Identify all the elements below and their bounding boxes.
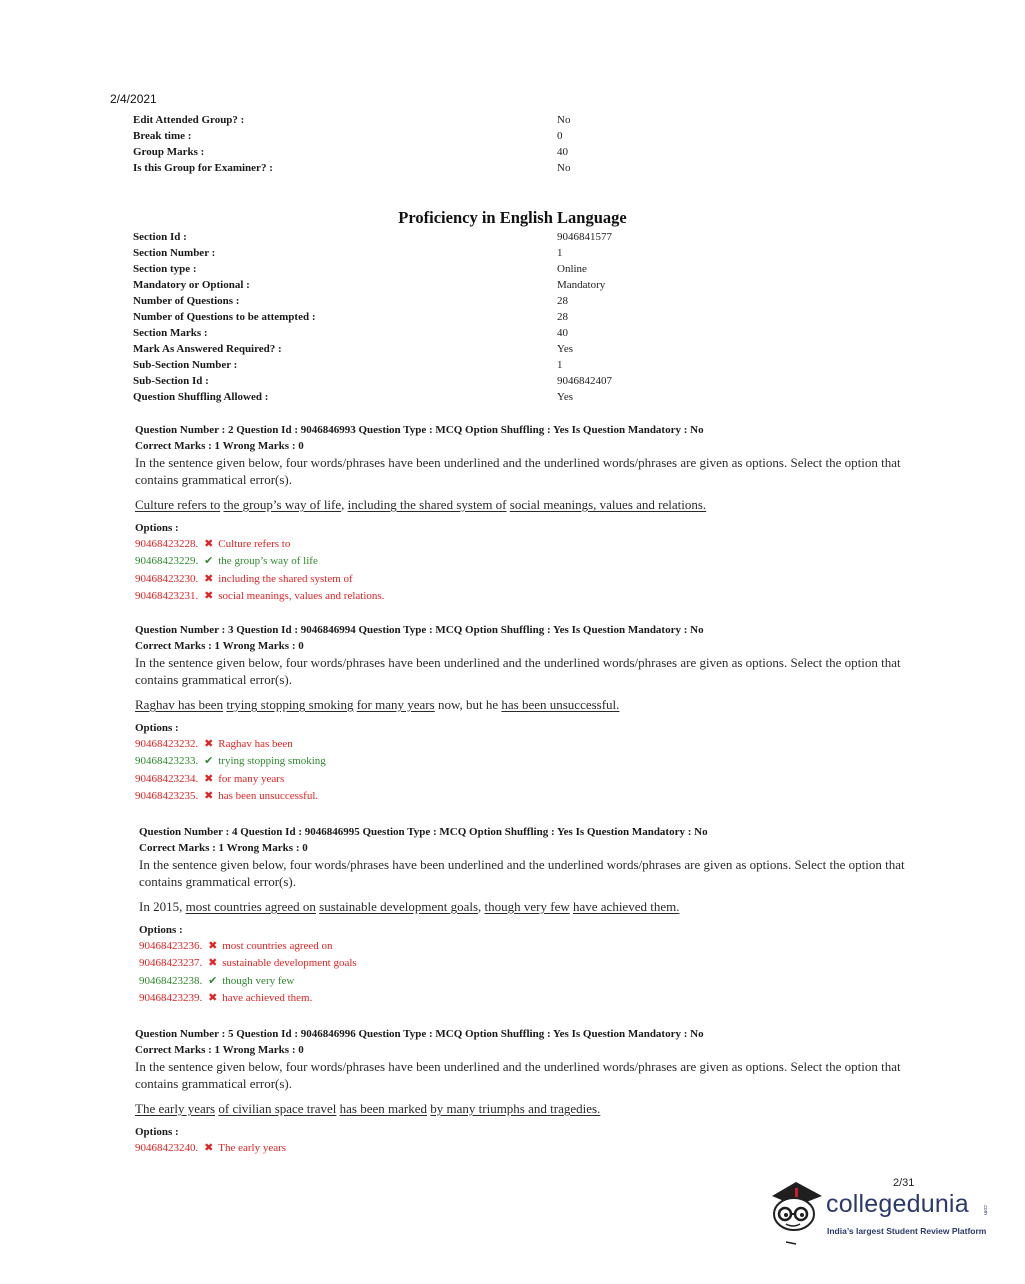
underlined-phrase: though very few (484, 899, 570, 914)
underlined-phrase: trying stopping smoking (226, 697, 354, 712)
info-row (133, 128, 693, 144)
info-value: 40 (557, 146, 568, 158)
option-id: 90468423238. (139, 974, 203, 987)
option-text: social meanings, values and relations. (218, 589, 385, 602)
info-value: 28 (557, 311, 568, 323)
underlined-phrase: social meanings, values and relations. (509, 497, 707, 512)
option-item (139, 938, 924, 955)
cross-icon: ✖ (208, 940, 218, 952)
option-item (135, 571, 920, 588)
question-block (135, 422, 920, 605)
section-title: Proficiency in English Language (398, 208, 627, 227)
option-item (139, 990, 924, 1007)
check-icon: ✔ (208, 974, 218, 987)
question-marks: Correct Marks : 1 Wrong Marks : 0 (139, 842, 308, 854)
sentence-text: , (478, 899, 485, 914)
question-header: Question Number : 2 Question Id : 9046846993 Question Type : MCQ Option Shuffling : Yes Is Question Mandatory : No (135, 424, 704, 436)
underlined-phrase: the group’s way of life (223, 497, 342, 512)
info-value: 1 (557, 247, 563, 259)
info-value: 9046842407 (557, 375, 612, 387)
info-label: Is this Group for Examiner? : (133, 162, 273, 174)
info-label: Mark As Answered Required? : (133, 343, 282, 355)
info-label: Section type : (133, 263, 197, 275)
question-marks: Correct Marks : 1 Wrong Marks : 0 (135, 1044, 304, 1056)
info-value: 9046841577 (557, 231, 612, 243)
option-id: 90468423228. (135, 538, 199, 550)
option-item (135, 1140, 920, 1157)
option-id: 90468423236. (139, 940, 203, 952)
options-label: Options : (139, 924, 183, 936)
cross-icon: ✖ (204, 589, 214, 602)
print-date: 2/4/2021 (110, 92, 157, 106)
option-id: 90468423232. (135, 738, 199, 750)
info-row (133, 277, 693, 293)
option-id: 90468423230. (135, 572, 199, 585)
option-text: Raghav has been (218, 738, 293, 750)
underlined-phrase: has been unsuccessful. (501, 697, 620, 712)
info-label: Mandatory or Optional : (133, 279, 250, 291)
info-value: 1 (557, 359, 563, 371)
option-item (135, 536, 920, 553)
info-label: Break time : (133, 130, 192, 142)
info-row (133, 325, 693, 341)
info-row (133, 293, 693, 309)
underlined-phrase: Culture refers to (135, 497, 221, 512)
cross-icon: ✖ (208, 991, 218, 1004)
info-row (133, 245, 693, 261)
sentence-text: , (341, 497, 348, 512)
logo-tagline: India’s largest Student Review Platform (827, 1226, 987, 1236)
info-row (133, 261, 693, 277)
info-row (133, 160, 693, 176)
option-text: most countries agreed on (222, 940, 333, 952)
option-item (135, 788, 920, 805)
info-value: No (557, 114, 571, 126)
option-item (135, 736, 920, 753)
question-sentence (135, 1100, 920, 1118)
check-icon: ✔ (204, 755, 214, 768)
question-block (135, 622, 920, 805)
info-label: Number of Questions to be attempted : (133, 311, 316, 323)
question-prompt: In the sentence given below, four words/phrases have been underlined and the underlined words/phrases are given as options. Select the option that contains grammatical error(s). (135, 1059, 901, 1091)
info-value: Online (557, 263, 587, 275)
underlined-phrase: has been marked (339, 1101, 428, 1116)
info-label: Number of Questions : (133, 295, 240, 307)
underlined-phrase: sustainable development goals (319, 899, 479, 914)
option-text: though very few (222, 974, 295, 987)
sentence-text: In 2015, (139, 899, 186, 914)
option-text: for many years (218, 772, 285, 785)
question-header: Question Number : 5 Question Id : 9046846996 Question Type : MCQ Option Shuffling : Yes Is Question Mandatory : No (135, 1028, 704, 1040)
options-label: Options : (135, 522, 179, 534)
option-item (135, 553, 920, 570)
option-id: 90468423229. (135, 555, 199, 568)
option-text: Culture refers to (218, 538, 291, 550)
underlined-phrase: Raghav has been (135, 697, 224, 712)
info-label: Sub-Section Number : (133, 359, 238, 371)
question-prompt: In the sentence given below, four words/phrases have been underlined and the underlined words/phrases are given as options. Select the option that contains grammatical error(s). (139, 857, 905, 889)
options-label: Options : (135, 722, 179, 734)
underlined-phrase: including the shared system of (347, 497, 507, 512)
info-label: Sub-Section Id : (133, 375, 209, 387)
option-text: The early years (218, 1142, 287, 1154)
cross-icon: ✖ (204, 772, 214, 785)
option-item (135, 753, 920, 770)
info-label: Section Marks : (133, 327, 208, 339)
question-sentence (135, 496, 920, 514)
logo-suffix: .com (982, 1204, 988, 1215)
underlined-phrase: The early years (135, 1101, 216, 1116)
info-row (133, 373, 693, 389)
info-label: Group Marks : (133, 146, 205, 158)
info-row (133, 389, 693, 405)
underlined-phrase: by many triumphs and tragedies. (430, 1101, 601, 1116)
info-row (133, 112, 693, 128)
option-text: sustainable development goals (222, 957, 357, 970)
question-block (139, 824, 924, 1007)
question-prompt: In the sentence given below, four words/phrases have been underlined and the underlined words/phrases are given as options. Select the option that contains grammatical error(s). (135, 655, 901, 687)
option-id: 90468423234. (135, 772, 199, 785)
option-text: the group’s way of life (218, 555, 318, 568)
page-number: 2/31 (893, 1177, 915, 1189)
question-marks: Correct Marks : 1 Wrong Marks : 0 (135, 440, 304, 452)
option-text: trying stopping smoking (218, 755, 326, 768)
options-label: Options : (135, 1126, 179, 1138)
option-item (135, 588, 920, 605)
group-info-table (133, 112, 693, 176)
info-row (133, 309, 693, 325)
info-label: Section Id : (133, 231, 187, 243)
info-value: No (557, 162, 571, 174)
cross-icon: ✖ (204, 538, 214, 550)
collegedunia-logo (766, 1178, 996, 1250)
option-text: has been unsuccessful. (218, 789, 319, 802)
option-id: 90468423233. (135, 755, 199, 768)
option-item (139, 973, 924, 990)
mascot-icon (766, 1178, 826, 1250)
option-id: 90468423239. (139, 991, 203, 1004)
info-row (133, 144, 693, 160)
underlined-phrase: have achieved them. (572, 899, 680, 914)
underlined-phrase: for many years (356, 697, 435, 712)
option-text: have achieved them. (222, 991, 313, 1004)
question-header: Question Number : 3 Question Id : 9046846994 Question Type : MCQ Option Shuffling : Yes Is Question Mandatory : No (135, 624, 704, 636)
info-value: Mandatory (557, 279, 606, 291)
option-item (135, 771, 920, 788)
info-value: 40 (557, 327, 568, 339)
info-label: Question Shuffling Allowed : (133, 391, 269, 403)
option-id: 90468423235. (135, 789, 199, 802)
info-label: Section Number : (133, 247, 216, 259)
option-id: 90468423240. (135, 1142, 199, 1154)
cross-icon: ✖ (204, 572, 214, 585)
cross-icon: ✖ (204, 789, 214, 802)
question-marks: Correct Marks : 1 Wrong Marks : 0 (135, 640, 304, 652)
option-item (139, 955, 924, 972)
question-sentence (139, 898, 924, 916)
question-block (135, 1026, 920, 1157)
option-id: 90468423231. (135, 589, 199, 602)
cross-icon: ✖ (208, 957, 218, 970)
info-value: Yes (557, 391, 574, 403)
sentence-text: now, but he (434, 697, 502, 712)
logo-wordmark: collegedunia (826, 1190, 969, 1218)
info-value: 0 (557, 130, 563, 142)
info-value: 28 (557, 295, 568, 307)
option-text: including the shared system of (218, 572, 353, 585)
underlined-phrase: most countries agreed on (185, 899, 316, 914)
info-value: Yes (557, 343, 574, 355)
info-label: Edit Attended Group? : (133, 114, 245, 126)
info-row (133, 229, 693, 245)
question-header: Question Number : 4 Question Id : 9046846995 Question Type : MCQ Option Shuffling : Yes Is Question Mandatory : No (139, 826, 708, 838)
cross-icon: ✖ (204, 738, 214, 750)
check-icon: ✔ (204, 555, 214, 568)
info-row (133, 357, 693, 373)
question-prompt: In the sentence given below, four words/phrases have been underlined and the underlined words/phrases are given as options. Select the option that contains grammatical error(s). (135, 455, 901, 487)
question-sentence (135, 696, 920, 714)
option-id: 90468423237. (139, 957, 203, 970)
underlined-phrase: of civilian space travel (218, 1101, 337, 1116)
section-info-table (133, 229, 693, 405)
info-row (133, 341, 693, 357)
cross-icon: ✖ (204, 1142, 214, 1154)
